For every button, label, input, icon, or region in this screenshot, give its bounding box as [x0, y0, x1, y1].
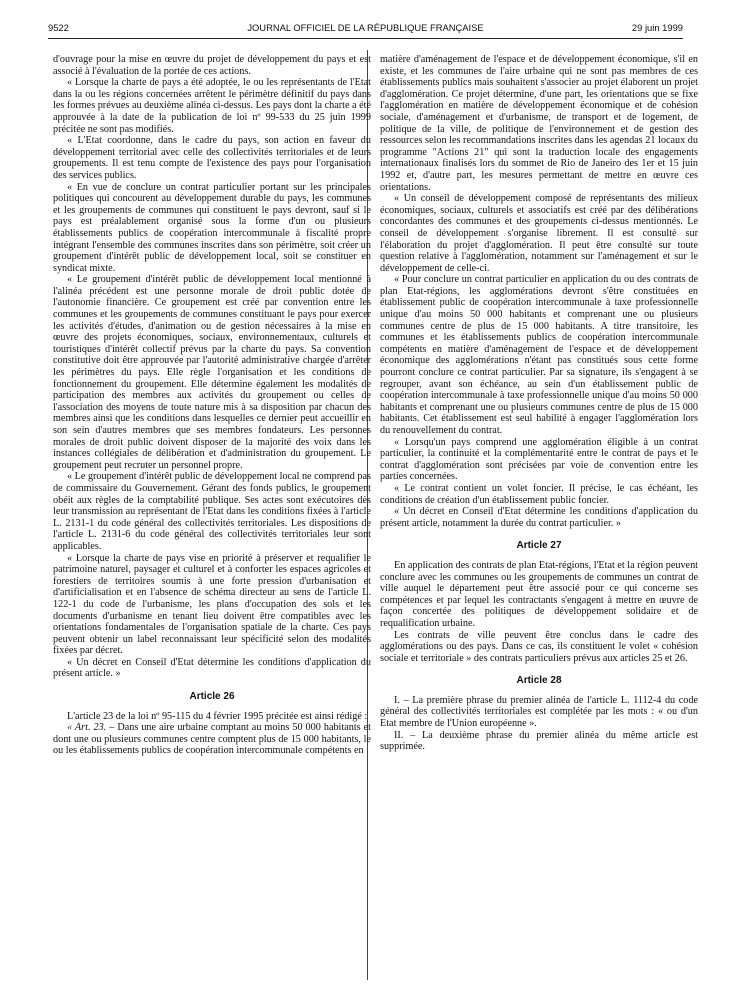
- paragraph: Les contrats de ville peuvent être conclus dans le cadre des agglomérations ou des pays. Dans ce cas, ils constituent le volet « cohésion sociale et territoriale » des contrats particuliers prévus aux articles 25 et 26.: [380, 629, 698, 664]
- journal-title: JOURNAL OFFICIEL DE LA RÉPUBLIQUE FRANÇAISE: [247, 22, 484, 33]
- paragraph: « Un décret en Conseil d'Etat détermine les conditions d'application du présent article. »: [53, 656, 371, 680]
- paragraph: I. – La première phrase du premier alinéa de l'article L. 1112-4 du code général des collectivités territoriales est complétée par les mots : « ou d'un Etat membre de l'Union européenne ».: [380, 694, 698, 730]
- paragraph: « Lorsqu'un pays comprend une agglomération éligible à un contrat particulier, la continuité et la complémentarité entre le contrat de pays et le contrat d'agglomération sont précisées par voie de convention entre les parties concernées.: [380, 436, 698, 483]
- paragraph: « En vue de conclure un contrat particulier portant sur les principales politiques qui concourent au développement durable du pays, les communes et les groupements de communes qui constituent le pays devront, sauf si le pays est préalablement organisé sous la forme d'un ou plusieurs établissements publics de coopération intercommunale à fiscalité propre intégrant l'ensemble des communes inscrites dans son périmètre, soit créer un groupement d'intérêt public de développement local, soit se constituer en syndicat mixte.: [53, 181, 371, 274]
- header-rule: [48, 38, 683, 39]
- right-column: [380, 54, 698, 753]
- left-column: [53, 54, 371, 757]
- paragraph: d'ouvrage pour la mise en œuvre du projet de développement du pays et est associé à l'évaluation de la portée de ces actions.: [53, 54, 371, 77]
- article-heading: Article 26: [189, 691, 235, 703]
- paragraph: « Un décret en Conseil d'Etat détermine les conditions d'application du présent article, notamment la durée du contrat particulier. »: [380, 506, 698, 529]
- paragraph: « Pour conclure un contrat particulier en application du ou des contrats de plan Etat-régions, les agglomérations devront s'être constituées en établissement public de coopération intercommunale à taxe professionnelle unique d'au moins 50 000 habitants et comprenant une ou plusieurs communes centre de plus de 15 000 habitants. A titre transitoire, les communes et les établissements publics de coopération intercommunale compétents en matière d'aménagement de l'espace et de développement économique des agglomérations n'étant pas constitués sous cette forme pourront conclure ce contrat particulier. Par sa signature, ils s'engagent à se regrouper, avant son échéance, au sein d'un établissement public de coopération intercommunale à taxe professionnelle unique d'au moins 50 000 habitants et comprenant une ou plusieurs communes centre de plus de 15 000 habitants. Cet établissement est seul habilité à engager l'agglomération lors du renouvellement du contrat.: [380, 274, 698, 436]
- article-heading: Article 27: [516, 540, 562, 552]
- paragraph: [53, 722, 371, 757]
- paragraph: « Un conseil de développement composé de représentants des milieux économiques, sociaux, culturels et associatifs est créé par des délibérations concordantes des communes et des groupements ci-dessus mentionnés. Le conseil de développement s'organise librement. Il est consulté sur l'élaboration du projet d'agglomération. Il peut être consulté sur toute question relative à l'agglomération, notamment sur l'aménagement et sur le développement de celle-ci.: [380, 193, 698, 274]
- article-heading: Article 28: [516, 675, 562, 687]
- paragraph: « Lorsque la charte de pays a été adoptée, le ou les représentants de l'Etat dans la ou les régions concernées arrêtent le périmètre définitif du pays dans les formes prévues au deuxième alinéa ci-dessus. Les pays dont la charte a été approuvée à la date de la publication de loi nº 99-533 du 25 juin 1999 précitée ne sont pas modifiés.: [53, 77, 371, 135]
- paragraph: L'article 23 de la loi nº 95-115 du 4 février 1995 précitée est ainsi rédigé :: [67, 710, 368, 722]
- paragraph: II. – La deuxième phrase du premier alinéa du même article est supprimée.: [380, 729, 698, 753]
- paragraph: matière d'aménagement de l'espace et de développement économique, s'il en existe, et les communes de l'aire urbaine qui ne sont pas membres de ces établissements publics mais souhaitent s'associer au projet élaborent un projet d'agglomération. Ce projet détermine, d'une part, les orientations que se fixe l'agglomération en matière de développement économique et de cohésion sociale, d'aménagement et d'urbanisme, de transport et de logement, de politique de la ville, de politique de l'environnement et de gestion des ressources selon les recommandations inscrites dans les agendas 21 locaux du programme "Actions 21" qui sont la traduction locale des engagements internationaux finalisés lors du sommet de Rio de Janeiro des 1er et 15 juin 1992 et, d'autre part, les mesures permettant de mettre en œuvre ces orientations.: [380, 54, 698, 193]
- paragraph: En application des contrats de plan Etat-régions, l'Etat et la région peuvent conclure avec les communes ou les groupements de communes un contrat de ville auquel le département peut être associé pour ce qui concerne ses compétences et par lequel les contractants s'engagent à mettre en œuvre de façon concertée des politiques de développement solidaire et de requalification urbaine.: [380, 559, 698, 629]
- article-reference: « Art. 23.: [67, 722, 107, 734]
- page-header: [48, 22, 683, 38]
- issue-date: 29 juin 1999: [631, 22, 683, 33]
- paragraph: « Le groupement d'intérêt public de développement local mentionné à l'alinéa précédent est une personne morale de droit public dotée de l'autonomie financière. Ce groupement est créé par convention entre les communes et les groupements de communes constituant le pays pour exercer les activités d'études, d'animation ou de gestion nécessaires à la mise en œuvre des projets économiques, sociaux, environnementaux, culturels et touristiques d'intérêt collectif prévus par la charte du pays. Sa convention constitutive doit être approuvée par l'autorité administrative chargée d'arrêter les périmètres du pays. Elle règle l'organisation et les conditions de fonctionnement du groupement. Elle détermine également les modalités de participation des membres aux activités du groupement ou celles de l'association des moyens de toute nature mis à sa disposition par chacun des membres ainsi que les conditions dans lesquelles ce dernier peut accueillir en son sein d'autres membres que ses membres fondateurs. Les personnes morales de droit public doivent disposer de la majorité des voix dans les instances collégiales de délibération et d'administration du groupement. Le groupement peut recruter un personnel propre.: [53, 274, 371, 471]
- paragraph: « L'Etat coordonne, dans le cadre du pays, son action en faveur du développement territorial avec celle des collectivités territoriales et de leurs groupements. Il est tenu compte de l'existence des pays pour l'organisation des services publics.: [53, 135, 371, 181]
- paragraph: « Le contrat contient un volet foncier. Il précise, le cas échéant, les conditions de création d'un établissement public foncier.: [380, 482, 698, 506]
- article-text: – Dans une aire urbaine comptant au moins 50 000 habitants et dont une ou plusieurs communes centre comptent plus de 15 000 habitants, le ou les établissements publics de coopération intercommunale compétents en: [53, 722, 371, 757]
- page-number: 9522: [48, 22, 69, 33]
- paragraph: « Le groupement d'intérêt public de développement local ne comprend pas de commissaire du Gouvernement. Gérant des fonds publics, le groupement obéit aux règles de la comptabilité publique. Ses actes sont exécutoires dès leur transmission au représentant de l'Etat dans les conditions fixées à l'article L. 2131-1 du code général des collectivités territoriales. Les dispositions de l'article L. 2131-6 du code général des collectivités territoriales leur sont applicables.: [53, 471, 371, 552]
- paragraph: « Lorsque la charte de pays vise en priorité à préserver et requalifier le patrimoine naturel, paysager et culturel et à conforter les espaces agricoles et forestiers de territoires soumis à une forte pression d'urbanisation et d'artificialisation et en l'absence de schéma directeur au sens de l'article L. 122-1 du code de l'urbanisme, les plans d'occupation des sols et les documents d'urbanisme en tenant lieu doivent être compatibles avec les orientations fondamentales de l'organisation spatiale de la charte. Ces pays peuvent obtenir un label reconnaissant leur spécificité selon des modalités fixées par décret.: [53, 552, 371, 657]
